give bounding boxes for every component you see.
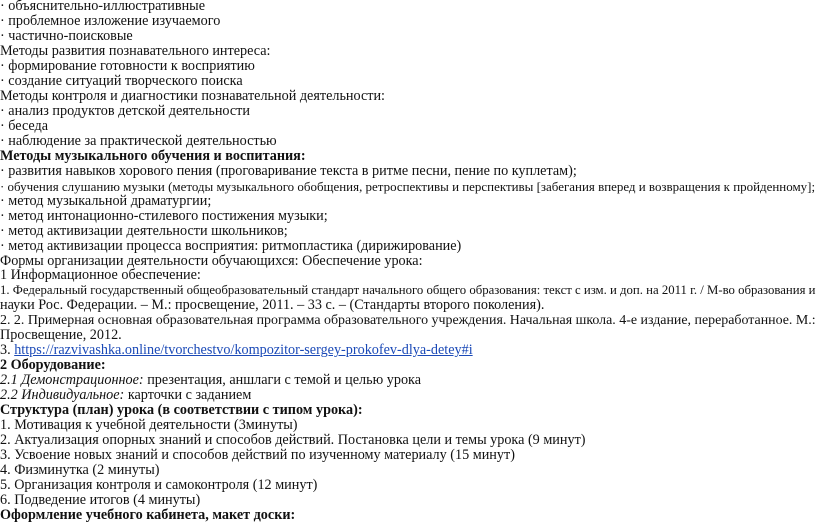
control-methods-heading: Методы контроля и диагностики познавательной деятельности: — [0, 87, 385, 104]
equipment-individual-label: 2.2 Индивидуальное: — [0, 387, 125, 404]
method-item: · объяснительно-иллюстративные — [0, 0, 205, 14]
info-support-heading: 1 Информационное обеспечение: — [0, 267, 201, 284]
reference-1-line-2: науки Рос. Федерации. – М.: просвещение, 2011. – 33 с. – (Стандарты второго поколения). — [0, 297, 545, 314]
equipment-demo-label: 2.1 Демонстрационное: — [0, 372, 144, 389]
structure-item: 1. Мотивация к учебной деятельности (3минуты) — [0, 417, 298, 434]
method-item: · частично-поисковые — [0, 27, 133, 44]
equipment-heading: 2 Оборудование: — [0, 357, 106, 374]
reference-3-prefix: 3. — [0, 342, 15, 359]
reference-2-line-2: Просвещение, 2012. — [0, 327, 122, 344]
equipment-individual-text: карточки с заданием — [124, 387, 252, 404]
music-method-item: · метод музыкальной драматургии; — [0, 192, 212, 209]
method-item: · проблемное изложение изучаемого — [0, 12, 221, 29]
interest-methods-heading: Методы развития познавательного интереса: — [0, 42, 271, 59]
music-methods-heading: Методы музыкального обучения и воспитания: — [0, 147, 306, 164]
reference-3-link[interactable]: https://razvivashka.online/tvorchestvo/kompozitor-sergey-prokofev-dlya-detey#i — [14, 342, 473, 359]
music-method-item: · обучения слушанию музыки (методы музыкального обобщения, ретроспективы и перспективы [забегания вперед и возвращения к пройденному]; — [0, 178, 816, 194]
music-method-item: · метод активизации процесса восприятия: ритмопластика (дирижирование) — [0, 237, 462, 254]
structure-item: 2. Актуализация опорных знаний и способов действий. Постановка цели и темы урока (9 минут) — [0, 432, 586, 449]
activity-forms-line: Формы организации деятельности обучающихся: Обеспечение урока: — [0, 252, 423, 269]
control-item: · анализ продуктов детской деятельности — [0, 102, 250, 119]
control-item: · беседа — [0, 117, 49, 134]
structure-item: 4. Физминутка (2 минуты) — [0, 462, 160, 479]
music-method-item: · метод активизации деятельности школьников; — [0, 222, 288, 239]
lesson-structure-heading: Структура (план) урока (в соответствии с типом урока): — [0, 402, 363, 419]
structure-item: 3. Усвоение новых знаний и способов действий по изученному материалу (15 минут) — [0, 447, 515, 464]
reference-1-line-1: 1. Федеральный государственный общеобразовательный стандарт начального общего образования: текст с изм. и доп. на 2011 г. / М-во образования и — [0, 283, 816, 298]
music-method-item: · развития навыков хорового пения (проговаривание текста в ритме песни, пение по куплетам); — [0, 162, 577, 179]
music-method-item: · метод интонационно-стилевого постижения музыки; — [0, 207, 328, 224]
interest-item: · формирование готовности к восприятию — [0, 57, 255, 74]
structure-item: 6. Подведение итогов (4 минуты) — [0, 492, 201, 509]
reference-2-line-1: 2. 2. Примерная основная образовательная программа образовательного учреждения. Начальная школа. 4-е издание, переработанное. М.: — [0, 313, 816, 329]
cabinet-design-heading: Оформление учебного кабинета, макет доски: — [0, 507, 296, 523]
equipment-demo-text: презентация, аншлаги с темой и целью урока — [143, 372, 422, 389]
control-item: · наблюдение за практической деятельностью — [0, 132, 277, 149]
structure-item: 5. Организация контроля и самоконтроля (12 минут) — [0, 477, 318, 494]
interest-item: · создание ситуаций творческого поиска — [0, 72, 243, 89]
